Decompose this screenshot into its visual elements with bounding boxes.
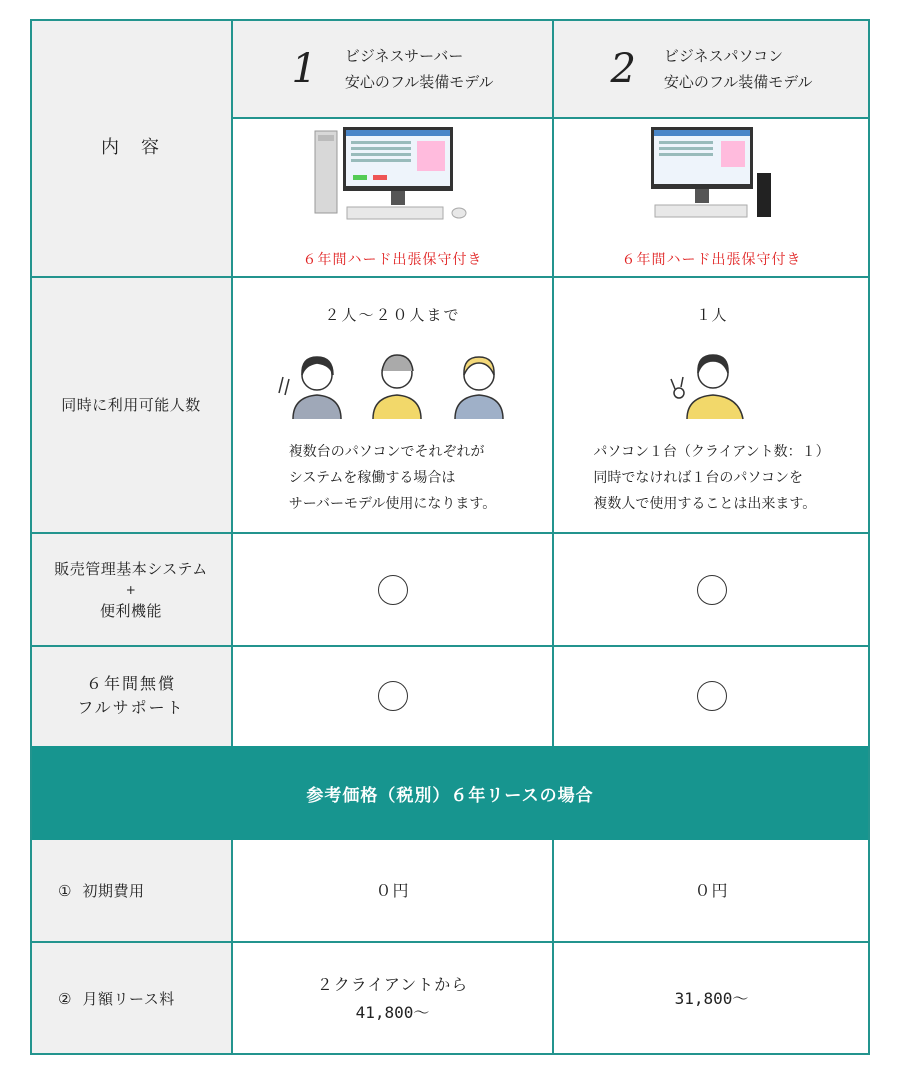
three-people-icon [273,341,513,421]
row-divider [30,532,870,534]
row-divider [30,276,870,278]
warranty-text-col1: ６年間ハード出張保守付き [302,251,483,268]
available-circle-icon [378,681,408,711]
users-col1 [232,277,553,533]
system-label-line2: 便利機能 [99,601,162,620]
users-desc-col2-line2: 同時でなければ１台のパソコンを [593,470,804,486]
system-label-plus: + [125,582,137,597]
row-divider [30,941,870,943]
system-label-cell [30,533,232,646]
model-number-1: 1 [291,45,317,92]
support-label-line1: ６年間無償 [85,674,176,693]
price-header-text: 参考価格（税別）６年リースの場合 [306,785,594,806]
row-divider [232,117,870,119]
comparison-table [30,19,870,1055]
initial-price-col2: ０円 [694,881,729,900]
desktop-pc-set-icon [647,127,777,223]
monthly-col1 [232,942,553,1055]
column-divider [231,19,233,746]
model-number-2: 2 [610,45,636,92]
users-col2 [553,277,870,533]
users-count-col2: １人 [695,306,727,324]
column-divider [552,19,554,746]
users-label: 同時に利用可能人数 [61,396,201,414]
initial-col2 [553,840,870,942]
monthly-label: ② 月額リース料 [58,989,175,1008]
available-circle-icon [697,575,727,605]
table-border [30,19,870,21]
price-header-band [30,746,870,840]
initial-col1 [232,840,553,942]
one-person-ok-icon [667,341,757,421]
initial-price-col1: ０円 [375,881,410,900]
table-border [30,19,32,1055]
users-label-cell [30,277,232,533]
column-divider [552,840,554,1055]
available-circle-icon [697,681,727,711]
system-label-line1: 販売管理基本システム [54,559,208,578]
initial-label-cell [30,840,232,942]
header-col1 [232,19,553,118]
monthly-col2 [553,942,870,1055]
warranty-text-col2: ６年間ハード出張保守付き [621,251,802,268]
server-pc-set-icon [313,127,473,223]
system-col1 [232,533,553,646]
model-2-name: ビジネスパソコン [663,46,784,65]
support-label-line2: フルサポート [77,698,185,717]
system-col2 [553,533,870,646]
table-border [868,19,870,1055]
column-divider [231,840,233,1055]
monthly-label-cell [30,942,232,1055]
users-desc-col1-line2: システムを稼働する場合は [288,470,456,486]
table-border [30,1053,870,1055]
row-divider [30,645,870,647]
users-desc-col1-line3: サーバーモデル使用になります。 [288,496,497,512]
product-col2 [553,118,870,277]
available-circle-icon [378,575,408,605]
support-label-cell [30,646,232,746]
users-count-col1: ２人～２０人まで [324,306,461,324]
monthly-note-col1: ２クライアントから [316,974,469,994]
support-col2 [553,646,870,746]
monthly-price-col2: 31,800～ [674,988,749,1008]
support-col1 [232,646,553,746]
model-2-desc: 安心のフル装備モデル [663,72,813,91]
users-desc-col2-line3: 複数人で使用することは出来ます。 [593,496,817,512]
users-desc-col1-line1: 複数台のパソコンでそれぞれが [288,444,485,460]
monthly-price-col1: 41,800～ [355,1002,430,1022]
content-label-cell [30,19,232,277]
product-col1 [232,118,553,277]
header-col2 [553,19,870,118]
initial-label: ① 初期費用 [58,882,145,900]
users-desc-col2-line1: パソコン１台（クライアント数：１） [593,444,830,460]
model-1-name: ビジネスサーバー [344,46,464,65]
content-label: 内 容 [101,137,161,158]
model-1-desc: 安心のフル装備モデル [344,72,494,91]
